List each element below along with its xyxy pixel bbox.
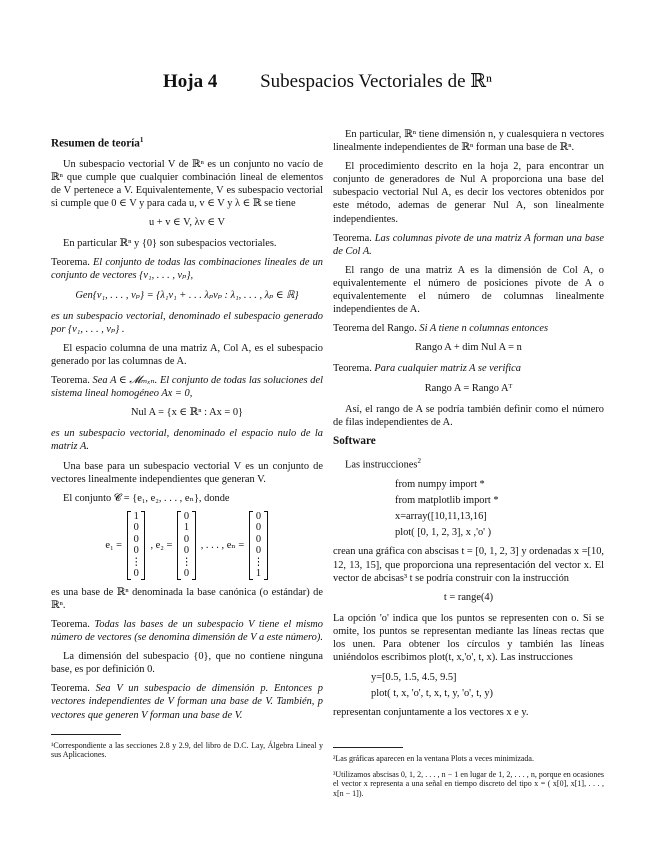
paragraph: El rango de una matriz A es la dimensión de Col A, o equivalentemente el número de posiciones pivote de A o equivalentemente el número de columnas linealmente independientes de A.: [333, 264, 604, 316]
vector-label: , e₂ =: [150, 539, 173, 551]
theorem: Teorema. Todas las bases de un subespacio V tiene el mismo número de vectores (se denomina dimensión de V a este número).: [51, 618, 323, 644]
theory-heading: Resumen de teoría$^1$: [51, 136, 144, 150]
footnote: ³Utilizamos abscisas 0, 1, 2, . . . , n − 1 en lugar de 1, 2, . . . , n, porque en ocasiones el vector x representa a una señal en tiempo discreto del tipo x = ( x[0], x[1], . . . , x[n − 1]).: [333, 769, 604, 799]
paragraph: Las instrucciones$^2$: [345, 456, 421, 471]
paragraph: El conjunto 𝓒 = {e₁, e₂, . . . , eₙ}, donde: [63, 492, 230, 504]
paragraph: Un subespacio vectorial V de ℝⁿ es un conjunto no vacío de ℝⁿ que cumple que cualquier combinación lineal de elementos de V pertenece a V. Equivalentemente, V es subespacio vectorial si cumple que 0 ∈ V y para cada u, v ∈ V y λ ∈ ℝ se tiene: [51, 158, 323, 210]
theorem-continuation: es un subespacio vectorial, denominado el espacio nulo de la matriz A.: [51, 428, 323, 453]
footnote: ²Las gráficas aparecen en la ventana Plots a veces minimizada.: [333, 754, 534, 764]
code-line: from matplotlib import *: [395, 495, 499, 507]
vector-e2: 0 1 0 0 ⋮ 0: [177, 511, 195, 580]
code-line: plot( t, x, 'o', t, x, t, y, 'o', t, y): [371, 688, 493, 700]
theorem: Teorema. Las columnas pivote de una matriz A forman una base de Col A.: [333, 232, 604, 257]
paragraph: representan conjuntamente a los vectores x e y.: [333, 707, 529, 719]
right-column: [333, 128, 604, 805]
equation: Nul A = {x ∈ ℝⁿ : Ax = 0}: [130, 407, 244, 419]
theorem: Teorema. El conjunto de todas las combinaciones lineales de un conjunto de vectores {v₁, . . . , vₚ},: [51, 257, 323, 282]
footnote-rule: [333, 747, 403, 748]
paragraph: Así, el rango de A se podría también definir como el número de filas independientes de A.: [333, 403, 604, 428]
paragraph: El espacio columna de una matriz A, Col A, es el subespacio generado por las columnas de A.: [51, 342, 323, 367]
code-line: x=array([10,11,13,16]: [395, 511, 487, 523]
sheet-subject: Subespacios Vectoriales de ℝⁿ: [260, 71, 493, 92]
paragraph: En particular, ℝⁿ tiene dimensión n, y cualesquiera n vectores linealmente independientes de ℝⁿ forman una base de ℝⁿ.: [333, 129, 604, 154]
code-line: plot( [0, 1, 2, 3], x ,'o' ): [395, 527, 492, 539]
equation: Rango A = Rango Aᵀ: [424, 382, 513, 394]
vector-e1: 1 0 0 0 ⋮ 0: [127, 511, 145, 580]
footnote: ¹Correspondiente a las secciones 2.8 y 2.9, del libro de D.C. Lay, Álgebra Lineal y sus Aplicaciones.: [51, 740, 323, 760]
vector-label: e₁ =: [105, 539, 123, 551]
paragraph: La dimensión del subespacio {0}, que no contiene ninguna base, es por definición 0.: [51, 651, 323, 676]
equation: u + v ∈ V, λv ∈ V: [149, 217, 225, 229]
page-title: [0, 70, 655, 93]
paragraph: es una base de ℝⁿ denominada la base canónica (o estándar) de ℝⁿ.: [51, 586, 323, 611]
code-block: [395, 477, 604, 541]
theorem: Teorema. Sea A ∈ 𝓜ₘₓₙ. El conjunto de todas las soluciones del sistema lineal homogéneo Ax = 0,: [51, 375, 323, 400]
equation: Rango A + dim Nul A = n: [415, 342, 522, 354]
vector-label: , . . . , eₙ =: [200, 539, 245, 551]
footnote-rule: [51, 734, 121, 735]
code-block: [371, 670, 604, 702]
theorem: Teorema. Sea V un subespacio de dimensión p. Entonces p vectores independientes de V forman una base de V. También, p vectores que generen V forman una base de V.: [51, 683, 323, 721]
paragraph: En particular ℝⁿ y {0} son subespacios vectoriales.: [63, 238, 277, 250]
paragraph: La opción 'o' indica que los puntos se representen con o. Si se omite, los puntos se representan mediante las líneas rectas que los unen. Para obtener los círculos y también las líneas uniéndolos escribimos plot(t, x,'o', t, x). Las instrucciones: [333, 612, 604, 664]
equation: t = range(4): [443, 591, 494, 603]
theorem: Teorema del Rango. Si A tiene n columnas entonces: [333, 323, 549, 335]
software-heading: Software: [333, 434, 376, 447]
paragraph: Una base para un subespacio vectorial V es un conjunto de vectores linealmente independientes que generan V.: [51, 460, 323, 485]
equation: Gen{v₁, . . . , vₚ} = {λ₁v₁ + . . . λₚvₚ : λ₁, . . . , λₚ ∈ ℝ}: [75, 289, 299, 301]
sheet-number: Hoja 4: [162, 71, 218, 92]
left-column: [51, 128, 323, 766]
theorem-continuation: es un subespacio vectorial, denominado el subespacio generado por {v₁, . . . , vₚ} .: [51, 310, 323, 335]
vector-en: 0 0 0 0 ⋮ 1: [249, 511, 267, 580]
paragraph: crean una gráfica con abscisas t = [0, 1, 2, 3] y ordenadas x =[10, 12, 13, 15], que proporciona una representación del vector x. El vector de abcisas³ t se podría construir con la instrucción: [333, 546, 604, 584]
code-line: y=[0.5, 1.5, 4.5, 9.5]: [371, 672, 457, 684]
paragraph: El procedimiento descrito en la hoja 2, para encontrar un conjunto de generadores de Nul A proporciona una base del subespacio vectorial Nul A, es decir los vectores obtenidos por este método, ademas de generar Nul A, son linealmente independientes.: [333, 161, 604, 225]
canonical-vectors: [51, 511, 323, 580]
theorem: Teorema. Para cualquier matriz A se verifica: [333, 363, 521, 375]
code-line: from numpy import *: [395, 479, 485, 491]
